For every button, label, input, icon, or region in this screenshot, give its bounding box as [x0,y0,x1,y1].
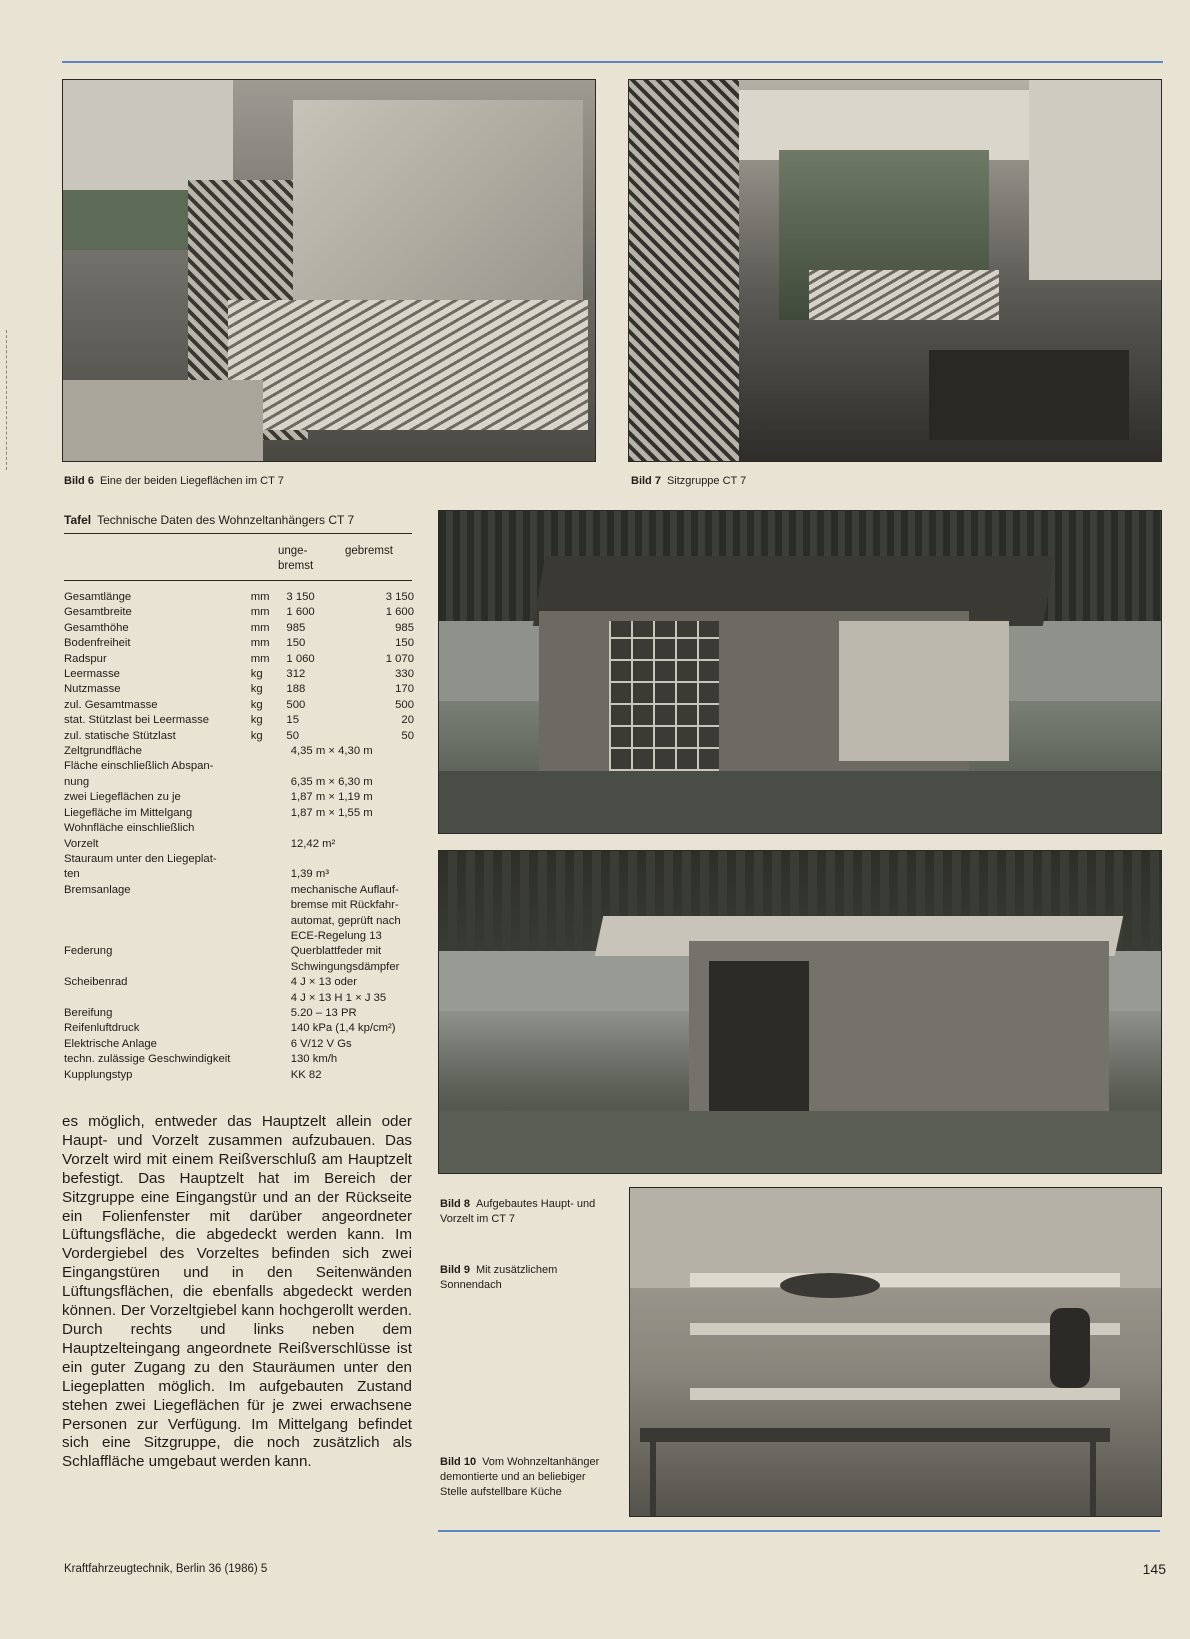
table-cell-label: Reifenluftdruck [64,1022,140,1035]
photo-bild9-sunroof [438,850,1162,1174]
table-cell-label: Nutzmasse [64,683,121,696]
photo-bild10-kitchen [629,1187,1162,1517]
caption-bild10-text: Vom Wohnzeltanhänger demontierte und an beliebiger Stelle aufstellbare Küche [440,1456,600,1498]
table-cell-v2: 985 [395,621,414,634]
table-cell-v2: 150 [395,637,414,650]
table-cell-v1: 15 [286,714,299,727]
table-cell-label: Federung [64,945,113,958]
table-row [64,1021,414,1036]
caption-bild8-number: Bild 8 [440,1198,470,1210]
table-cell-label: Leermasse [64,668,120,681]
table-cell-v1: 312 [286,668,306,681]
top-rule [62,61,1163,63]
table-row [64,729,414,744]
table-header-rule [64,580,412,581]
table-row [64,1006,414,1021]
table-cell-v1: 150 [286,637,306,650]
table-row [64,790,414,805]
caption-bild8-text: Aufgebautes Haupt- und Vorzelt im CT 7 [440,1198,596,1225]
table-row [64,621,414,636]
table-row [64,759,414,790]
table-row [64,1037,414,1052]
table-cell-label: Zeltgrundfläche [64,745,142,758]
body-paragraph: es möglich, entweder das Hauptzelt allein oder Haupt- und Vorzelt zusammen aufzubauen. Das Vorzelt wird mit einem Reißverschluß am Hauptzelt befestigt. Das Hauptzelt hat im Bereich der Sitzgruppe eine Eingangstür und an der Rückseite ein Folienfenster mit darüber angeordneter Lüftungsfläche, die abgedeckt werden kann. Im Vordergiebel des Vorzeltes befinden sich zwei Eingangstüren und in den Seitenwänden Lüftungsflächen, die ebenfalls abgedeckt werden können. Der Vorzeltgiebel kann hochgerollt werden. Durch rechts und links neben dem Hauptzelteingang angeordnete Reißverschlüsse ist ein guter Zugang zu den Stauräumen unter den Liegeplatten möglich. Im aufgebauten Zustand stehen zwei Liegeflächen für je zwei erwachsene Personen zur Verfügung. Im Mittelgang befindet sich eine Sitzgruppe, die noch zusätzlich als Schlaffläche umgebaut werden kann. [62,1113,412,1471]
table-row [64,821,414,852]
table-cell-label: techn. zulässige Geschwindigkeit [64,1053,231,1066]
table-cell-label: Gesamtlänge [64,591,132,603]
table-cell-unit: mm [250,621,270,634]
table-row [64,590,414,605]
table-row [64,806,414,821]
bottom-rule [438,1530,1160,1532]
table-cell-v2: 1 600 [385,606,414,619]
table-row [64,636,414,651]
table-row [64,605,414,620]
table-cell-value: 140 kPa (1,4 kp/cm²) [290,1022,396,1035]
table-row [64,698,414,713]
table-title [64,513,354,527]
caption-bild10 [440,1455,610,1500]
table-cell-unit: mm [250,637,270,650]
table-cell-value: 4,35 m × 4,30 m [290,745,373,758]
table-col-unbraked [278,544,313,574]
caption-bild7-number: Bild 7 [631,475,661,487]
table-cell-label: zwei Liegeflächen zu je [64,791,181,804]
binding-edge [0,330,7,470]
table-cell-unit: kg [250,698,263,711]
photo-bild8-tent [438,510,1162,834]
caption-bild6 [64,474,284,489]
table-cell-v1: 985 [286,621,306,634]
table-top-rule [64,533,412,534]
page-number: 145 [1142,1561,1166,1577]
table-cell-unit: kg [250,683,263,696]
table-row [64,652,414,667]
table-cell-value: 1,87 m × 1,19 m [290,791,373,804]
table-col-unbraked-line2: bremst [278,560,314,572]
table-cell-label: Stauraum unter den Liegeplat- ten [64,852,217,881]
table-cell-unit: kg [250,714,263,727]
table-cell-label: Gesamthöhe [64,621,129,634]
table-cell-v2: 20 [401,714,414,727]
table-cell-value: 12,42 m² [290,837,336,850]
table-cell-label: Scheibenrad [64,976,128,989]
table-cell-label: Bodenfreiheit [64,637,131,650]
table-cell-value: 130 km/h [290,1053,338,1066]
table-cell-unit: mm [250,591,270,603]
photo-bild7-seating-group [628,79,1162,462]
table-cell-v1: 3 150 [286,591,315,603]
table-cell-unit: kg [250,668,263,681]
table-cell-unit: mm [250,652,270,665]
caption-bild7-text: Sitzgruppe CT 7 [666,475,747,487]
table-cell-label: Gesamtbreite [64,606,132,619]
table-cell-label: Wohnfläche einschließlich Vorzelt [64,822,195,850]
table-row [64,667,414,682]
table-label: Tafel [64,513,92,527]
table-cell-label: stat. Stützlast bei Leermasse [64,714,210,727]
table-cell-v1: 50 [286,729,299,742]
table-cell-v1: 500 [286,698,306,711]
table-cell-v1: 1 600 [286,606,315,619]
table-cell-v2: 1 070 [385,652,414,665]
table-row [64,744,414,759]
table-cell-label: Liegefläche im Mittelgang [64,806,193,819]
table-cell-value: 6,35 m × 6,30 m [290,775,373,788]
table-cell-unit: mm [250,606,270,619]
table-row [64,1052,414,1067]
table-cell-v2: 3 150 [385,591,414,603]
caption-bild7 [631,474,746,489]
table-cell-v1: 188 [286,683,306,696]
table-cell-label: zul. statische Stützlast [64,729,176,742]
table-cell-v2: 50 [401,729,414,742]
table-cell-label: Elektrische Anlage [64,1037,157,1050]
caption-bild9-text: Mit zusätzlichem Sonnendach [440,1264,558,1291]
caption-bild8 [440,1197,610,1227]
table-cell-v2: 330 [395,668,414,681]
caption-bild6-number: Bild 6 [64,475,94,487]
table-cell-label: Kupplungstyp [64,1068,133,1081]
table-cell-v2: 170 [395,683,414,696]
table-cell-value: Querblattfeder mit Schwingungsdämpfer [290,945,400,973]
table-cell-value: mechanische Auflauf- bremse mit Rückfahr- automat, geprüft nach ECE-Regelung 13 [290,883,401,942]
table-cell-value: 1,39 m³ [290,868,330,881]
table-cell-label: Fläche einschließlich Abspan- nung [64,760,214,788]
table-row [64,713,414,728]
table-row [64,944,414,975]
caption-bild6-text: Eine der beiden Liegeflächen im CT 7 [99,475,284,487]
table-row [64,852,414,883]
table-cell-label: Bremsanlage [64,883,131,896]
table-row [64,1068,414,1083]
table-row [64,883,414,945]
table-title-text: Technische Daten des Wohnzeltanhängers CT 7 [97,513,355,527]
table-cell-value: 1,87 m × 1,55 m [290,806,373,819]
table-cell-v2: 500 [395,698,414,711]
table-cell-value: 5.20 – 13 PR [290,1006,357,1019]
caption-bild9-number: Bild 9 [440,1264,470,1276]
table-cell-label: Bereifung [64,1006,113,1019]
table-cell-value: 6 V/12 V Gs [290,1037,352,1050]
caption-bild9 [440,1263,610,1293]
caption-bild10-number: Bild 10 [440,1456,477,1468]
table-col-braked: gebremst [345,545,393,557]
table-col-unbraked-line1: unge- [278,545,308,557]
table-cell-label: zul. Gesamtmasse [64,698,158,711]
table-cell-v1: 1 060 [286,652,315,665]
photo-bild6-sleeping-area [62,79,596,462]
table-row [64,682,414,697]
table-cell-label: Radspur [64,652,107,665]
table-cell-value: KK 82 [290,1068,322,1081]
footer-source: Kraftfahrzeugtechnik, Berlin 36 (1986) 5 [64,1563,268,1575]
table-cell-unit: kg [250,729,263,742]
specs-table [64,590,414,1083]
table-cell-value: 4 J × 13 oder 4 J × 13 H 1 × J 35 [290,976,387,1004]
table-row [64,975,414,1006]
